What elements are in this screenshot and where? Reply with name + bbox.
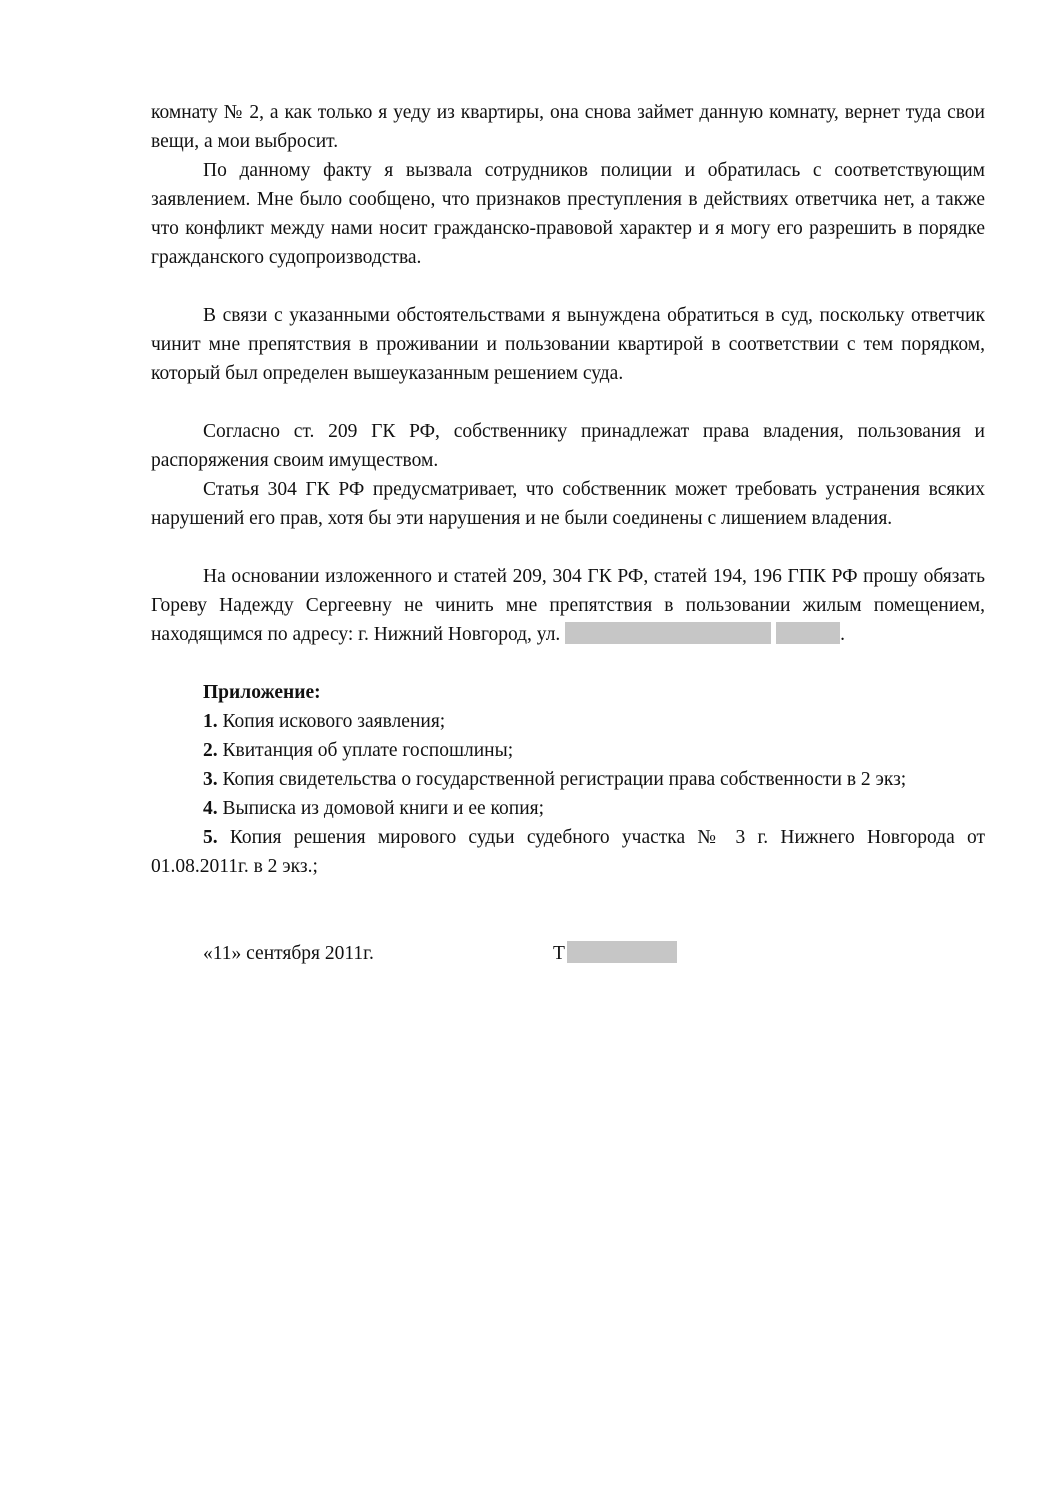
paragraph-police: По данному факту я вызвала сотрудников полиции и обратилась с соответствующим заявлением. Мне было сообщено, что признаков преступления в действиях ответчика нет, а также что конфликт между нами носит гражданско-правовой характер и я могу его разрешить в порядке гражданского судопроизводства. xyxy=(151,160,985,268)
spacer xyxy=(151,649,985,678)
signature xyxy=(553,939,677,968)
signature-row xyxy=(151,939,985,968)
redacted-signature-name xyxy=(567,941,677,963)
spacer xyxy=(151,533,985,562)
attachment-text: Выписка из домовой книги и ее копия; xyxy=(222,798,545,819)
attachment-item xyxy=(151,794,985,823)
request-text: На основании изложенного и статей 209, 304 ГК РФ, статей 194, 196 ГПК РФ прошу обязать Гореву Надежду Сергеевну не чинить мне препятствия в пользовании жилым помещением, находящимся по адресу: г. Нижний Новгород, ул. xyxy=(151,566,985,645)
attachment-text: Копия искового заявления; xyxy=(222,711,446,732)
spacer xyxy=(151,881,985,910)
attachment-number: 1. xyxy=(203,711,218,732)
redacted-address-block xyxy=(565,622,771,644)
signature-initial: Т xyxy=(553,943,565,964)
attachment-item xyxy=(151,736,985,765)
attachment-item xyxy=(151,707,985,736)
spacer xyxy=(151,388,985,417)
attachment-item xyxy=(151,823,985,881)
spacer xyxy=(151,910,985,939)
attachment-number: 3. xyxy=(203,769,218,790)
attachments-heading: Приложение: xyxy=(203,682,321,703)
paragraph-article-304: Статья 304 ГК РФ предусматривает, что собственник может требовать устранения всяких нарушений его прав, хотя бы эти нарушения и не были соединены с лишением владения. xyxy=(151,479,985,529)
request-end: . xyxy=(840,624,845,645)
attachment-number: 5. xyxy=(203,827,218,848)
paragraph-request xyxy=(151,562,985,649)
signature-date: «11» сентября 2011г. xyxy=(203,943,374,964)
paragraph-court: В связи с указанными обстоятельствами я вынуждена обратиться в суд, поскольку ответчик чинит мне препятствия в проживании и пользовании квартирой в соответствии с тем порядком, который был определен вышеуказанным решением суда. xyxy=(151,305,985,384)
redacted-address-block xyxy=(776,622,840,644)
attachment-number: 2. xyxy=(203,740,218,761)
paragraph-article-209: Согласно ст. 209 ГК РФ, собственнику принадлежат права владения, пользования и распоряжения своим имуществом. xyxy=(151,421,985,471)
attachment-item xyxy=(151,765,985,794)
document-body xyxy=(151,98,985,968)
paragraph-room: комнату № 2, а как только я уеду из квартиры, она снова займет данную комнату, вернет туда свои вещи, а мои выбросит. xyxy=(151,102,985,152)
attachment-text: Копия решения мирового судьи судебного участка № 3 г. Нижнего Новгорода от 01.08.2011г. в 2 экз.; xyxy=(151,827,986,877)
attachment-text: Квитанция об уплате госпошлины; xyxy=(222,740,514,761)
attachment-text: Копия свидетельства о государственной регистрации права собственности в 2 экз; xyxy=(222,769,907,790)
attachment-number: 4. xyxy=(203,798,218,819)
spacer xyxy=(151,272,985,301)
